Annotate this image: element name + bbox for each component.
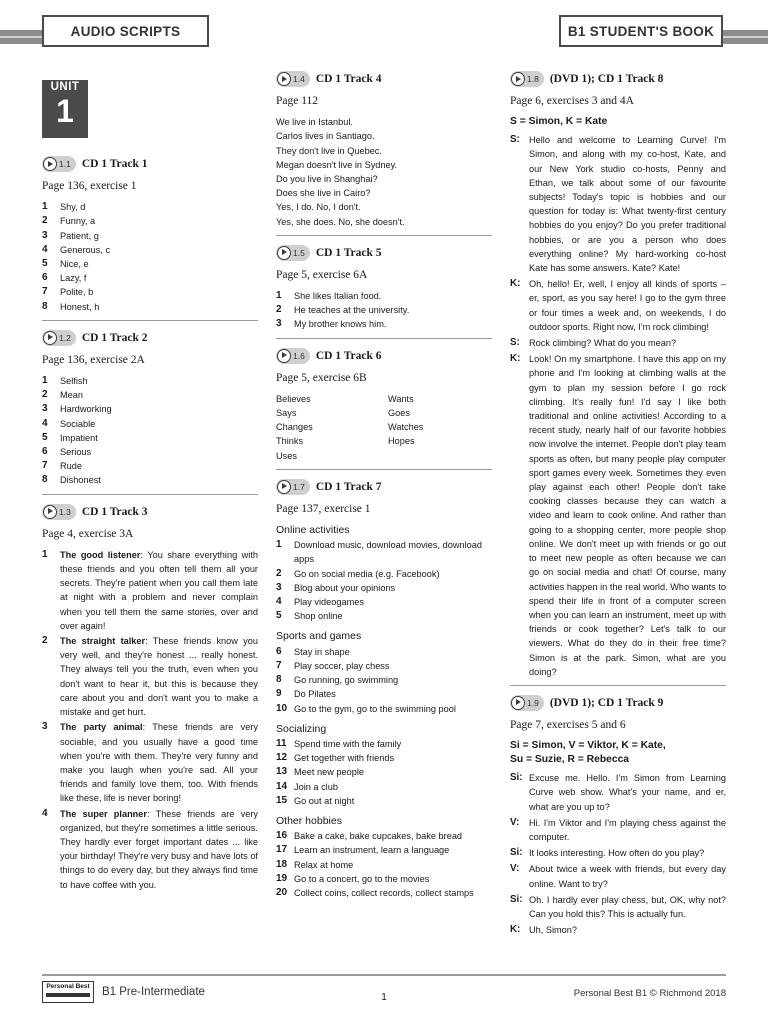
word: Goes [388,408,410,419]
list-item [276,645,492,659]
list-item [276,567,492,581]
item-text: Polite, b [60,287,94,298]
item-number: 6 [276,645,282,657]
item-number: 2 [276,567,282,579]
list-item [42,445,258,459]
item-number: 5 [42,431,48,443]
logo-text: Personal Best [46,983,90,990]
item-text: Rude [60,461,82,472]
play-icon[interactable] [511,72,525,86]
list-item [42,243,258,257]
item-number: 6 [42,446,48,458]
item-text: Go out at night [294,795,355,806]
word: Hopes [388,436,415,447]
item-text: Blog about your opinions [294,582,396,593]
unit-tile [42,80,88,138]
item-lead: The straight talker [60,636,146,647]
item-number: 2 [276,304,282,316]
list-item [42,214,258,228]
item-number: 10 [276,702,288,714]
item-number: 6 [42,272,48,284]
item-number: 3 [276,318,282,330]
item-text: Spend time with the family [294,738,402,749]
item-lead: The party animal [60,722,143,733]
page-reference: Page 112 [276,95,319,107]
track-1-3 [42,503,258,892]
item-text: Impatient [60,432,98,443]
dialogue-line [510,816,726,844]
item-text: Learn an instrument, learn a language [294,845,450,856]
track-number: 1.6 [293,350,305,361]
item-number: 4 [42,243,48,255]
speech: Look! On my smartphone. I have this app on my phone and I'm looking at climbing walls at the gym to plan my session before I go rock climbing. It's really fun! I'd say I like both traditional and online activities! According to a recent study, nearly half of our favorite hobbies now involve the internet. People don't play team sports as often, but many people play computer sport games every week. Sometimes they even play against each other! People don't take cooking classes because they can watch a video and learn to cook online. And rather than going to a shopping center, more people shop online. We don't meet up with friends or go out to meet new people as often because we can go on social media and chat! Of course, many activities happen in the real world. Who wants to spend their life in front of a computer screen when you can learn an instrument, meet up with friends or cook together? Let's talk to our viewers. What do they do in their free time? Simon is at the park. Simon, what are you doing? [529,354,726,677]
track-1-7 [276,478,492,900]
sentence: Do you live in Shanghai? [276,174,378,185]
dialogue-line [510,336,726,350]
list-item [42,402,258,416]
item-lead: The good listener [60,549,141,560]
item-text: Collect coins, collect records, collect stamps [294,887,474,898]
list-item [276,289,492,303]
speaker: S: [510,337,520,349]
list-item [42,459,258,473]
item-text: Honest, h [60,301,100,312]
numbered-list [42,200,258,314]
list-item [276,858,492,872]
item-text: Play videogames [294,597,364,608]
item-text: Hardworking [60,404,112,415]
item-text: Patient, g [60,230,99,241]
group-heading: Sports and games [276,630,362,643]
item-number: 3 [42,721,48,733]
play-icon[interactable] [277,72,291,86]
list-item [276,609,492,623]
audio-track-badge[interactable] [510,695,544,711]
item-number: 4 [42,807,48,819]
speaker: K: [510,353,521,365]
item-text: Meet new people [294,767,364,778]
list-item [42,271,258,285]
track-number: 1.8 [527,73,539,84]
dialogue-line [510,923,726,937]
dialogue-line [510,277,726,334]
divider [510,685,726,686]
divider [276,469,492,470]
track-number: 1.9 [527,697,539,708]
list-item [276,702,492,716]
item-text: Funny, a [60,216,96,227]
item-text: Selfish [60,376,88,387]
speaker: K: [510,924,521,936]
list-item [42,473,258,487]
list-item [276,538,492,566]
item-text: Go to the gym, go to the swimming pool [294,703,456,714]
speaker: Si: [510,772,523,784]
group-heading: Other hobbies [276,814,342,827]
track-number: 1.7 [293,481,305,492]
track-number: 1.2 [59,332,71,343]
sentence: They don't live in Quebec. [276,145,382,156]
item-number: 1 [276,290,282,302]
track-1-6 [276,347,492,463]
track-1-2 [42,329,258,488]
track-title: CD 1 Track 4 [315,72,382,85]
list-item [42,300,258,314]
list-item [276,317,492,331]
item-number: 3 [42,229,48,241]
item-text: Stay in shape [294,646,350,657]
track-1-8 [510,70,726,679]
item-number: 3 [42,403,48,415]
speech: Oh, hello! Er, well, I enjoy all kinds of sports – er, sport, as you say here! I go to the gym three or four times a week and, on weekends, I do outdoor sports. Right now, I'm rock climbing! [529,279,726,332]
list-item [42,285,258,299]
item-number: 9 [276,688,282,700]
dialogue-line [510,133,726,275]
page-reference: Page 5, exercise 6A [276,268,368,281]
item-number: 14 [276,780,288,792]
item-lead: The super planner [60,808,147,819]
item-number: 1 [42,548,48,560]
item-text: Generous, c [60,244,111,255]
column-2 [276,70,492,900]
list-item [276,843,492,857]
item-text: The super planner: These friends are very organized, but they're sometimes a little serious. They hardly ever forget important dates ... like your birthday! They're very busy and have lots of things to do every day, but they always find time to have coffee with you. [60,808,258,890]
item-number: 19 [276,872,288,884]
speaker-key [510,739,726,767]
divider [276,235,492,236]
item-text: Play soccer, play chess [294,660,390,671]
speech: Hello and welcome to Learning Curve! I'm Simon, and along with my co-host, Kate, and our New York studio co-hosts, Penny and Ethan, we talk about some of our favourite subjects! Today's topic is hobbies and our question for today is: What twenty-first century hobbies do you enjoy? Do you prefer traditional hobbies, or are you a person who does everything online? My hard-working co-host Kate has some answers. Kate? Kate! [529,135,726,274]
item-number: 13 [276,766,288,778]
page-reference: Page 136, exercise 2A [42,353,145,366]
sentence: Does she live in Cairo? [276,188,371,199]
track-number: 1.1 [59,158,71,169]
speech: Hi. I'm Viktor and I'm playing chess against the computer. [529,817,726,842]
item-number: 3 [276,581,282,593]
item-text: Mean [60,390,83,401]
speech: About twice a week with friends, but every day online. Want to try? [529,864,726,889]
speech: Uh, Simon? [529,925,578,936]
item-number: 8 [276,674,282,686]
item-text: Join a club [294,781,338,792]
sentence: Carlos lives in Santiago. [276,131,375,142]
item-number: 2 [42,635,48,647]
track-title: CD 1 Track 2 [81,331,148,344]
item-number: 7 [42,286,48,298]
item-text: My brother knows him. [294,319,387,330]
item-number: 20 [276,886,288,898]
list-item [42,388,258,402]
audio-track-badge[interactable] [42,504,76,520]
track-1-4 [276,70,492,229]
track-title: (DVD 1); CD 1 Track 8 [549,72,664,85]
play-icon[interactable] [277,349,291,363]
unit-label: UNIT [50,81,80,93]
list-item [276,794,492,808]
item-number: 4 [42,417,48,429]
play-icon[interactable] [43,331,57,345]
track-title: CD 1 Track 3 [81,505,148,518]
list-item [276,872,492,886]
play-icon[interactable] [43,157,57,171]
dialogue-line [510,771,726,814]
header-left-title: AUDIO SCRIPTS [42,15,209,47]
numbered-list [276,829,492,900]
list-item [276,737,492,751]
numbered-list [276,289,492,332]
item-text: Bake a cake, bake cupcakes, bake bread [294,831,463,842]
item-number: 4 [276,596,282,608]
list-item [42,720,258,805]
word: Wants [388,393,414,404]
list-item [42,374,258,388]
word: Uses [276,450,297,461]
list-item [42,229,258,243]
dialogue-line [510,862,726,890]
list-item [42,548,258,633]
list-item [276,687,492,701]
item-text: He teaches at the university. [294,305,410,316]
dialogue-line [510,352,726,679]
item-text: Shy, d [60,202,86,213]
item-number: 1 [42,201,48,213]
audio-track-badge[interactable] [276,479,310,495]
item-number: 12 [276,752,288,764]
dialogue [510,771,726,937]
list-item [276,886,492,900]
item-number: 2 [42,389,48,401]
item-text: Go on social media (e.g. Facebook) [294,568,440,579]
speaker-key: S = Simon, K = Kate [510,116,608,128]
speaker: Si: [510,847,523,859]
column-1 [42,70,258,893]
word: Changes [276,422,313,433]
numbered-list [276,737,492,808]
group-heading: Socializing [276,722,327,735]
list-item [276,581,492,595]
speaker: S: [510,134,520,146]
list-item [42,807,258,892]
divider [276,338,492,339]
numbered-list [276,645,492,716]
footer-rule [42,974,726,976]
sentence: Yes, I do. No, I don't. [276,202,361,213]
item-number: 5 [276,610,282,622]
play-icon[interactable] [277,480,291,494]
list-item [276,829,492,843]
track-title: CD 1 Track 7 [315,480,382,493]
item-text: Dishonest [60,475,101,486]
speech: Oh. I hardly ever play chess, but, OK, why not? Can you hold this? This is actually fun. [529,894,726,919]
item-number: 11 [276,737,287,749]
activity-groups [276,523,492,900]
item-number: 7 [42,460,48,472]
speaker: V: [510,863,520,875]
list-item [276,751,492,765]
track-number: 1.3 [59,506,71,517]
speaker: K: [510,278,521,290]
speech: Rock climbing? What do you mean? [529,338,677,349]
track-number: 1.4 [293,73,305,84]
audio-track-badge[interactable] [42,330,76,346]
list-item [42,200,258,214]
list-item [276,595,492,609]
item-text: The party animal: These friends are very sociable, and you usually have a good time when you're with them. They're very funny and make you laugh when you're sad. All your friends and family love them, too. With friends like these, life is never boring! [60,722,258,804]
page-reference: Page 6, exercises 3 and 4A [510,95,634,107]
page-reference: Page 7, exercises 5 and 6 [510,718,626,731]
unit-number: 1 [56,93,74,130]
speaker: V: [510,816,520,828]
item-text: The good listener: You share everything with these friends and you often tell them all your secrets. They're patient when you call them late at night with a problem and never complain when you tell them the same stories, over and over again! [60,549,259,631]
header-band-left [0,30,45,44]
publisher-logo [42,981,94,1003]
numbered-list [42,374,258,488]
item-number: 5 [42,258,48,270]
page-reference: Page 5, exercise 6B [276,371,367,384]
footer-level: B1 Pre-Intermediate [102,986,205,998]
word [388,449,488,463]
play-icon[interactable] [43,505,57,519]
item-number: 16 [276,830,288,842]
audio-track-badge[interactable] [276,348,310,364]
list-item [276,780,492,794]
item-text: Nice, e [60,259,89,270]
item-number: 8 [42,300,48,312]
item-number: 7 [276,659,282,671]
numbered-list [276,538,492,623]
list-item [42,417,258,431]
page-reference: Page 4, exercise 3A [42,527,134,540]
item-number: 8 [42,474,48,486]
item-number: 18 [276,858,288,870]
speech: Excuse me. Hello. I'm Simon from Learning Curve web show. What's your name, and er, what are you up to? [529,773,726,812]
sentence: We live in Istanbul. [276,117,353,128]
column-3 [510,70,726,939]
item-text: Go to a concert, go to the movies [294,873,430,884]
list-item [42,257,258,271]
track-1-9 [510,694,726,937]
word: Says [276,408,297,419]
list-item [276,765,492,779]
paragraph-list [42,548,258,892]
item-text: Sociable [60,418,96,429]
header-right-title: B1 STUDENT'S BOOK [559,15,723,47]
item-number: 1 [42,375,48,387]
item-number: 1 [276,539,282,551]
item-text: Shop online [294,611,343,622]
speaker-key-line: Si = Simon, V = Viktor, K = Kate, [510,740,666,752]
page-reference: Page 137, exercise 1 [276,502,371,515]
item-text: Serious [60,447,92,458]
audio-track-badge[interactable] [510,71,544,87]
item-text: Do Pilates [294,689,336,700]
item-text: Lazy, f [60,273,87,284]
list-item [42,634,258,719]
dialogue [510,133,726,679]
page-reference: Page 136, exercise 1 [42,180,137,192]
audio-track-badge[interactable] [276,245,310,261]
dialogue-line [510,893,726,921]
track-title: CD 1 Track 6 [315,349,382,362]
divider [42,494,258,495]
group-heading: Online activities [276,524,350,537]
list-item [276,659,492,673]
word: Watches [388,422,424,433]
list-item [42,431,258,445]
item-text: Get together with friends [294,753,395,764]
divider [42,320,258,321]
item-text: Go running, go swimming [294,675,399,686]
list-item [276,673,492,687]
list-item [276,303,492,317]
page-number: 1 [381,992,387,1003]
speaker: Si: [510,893,523,905]
dialogue-line [510,846,726,860]
track-number: 1.5 [293,247,305,258]
audio-track-badge[interactable] [42,156,76,172]
track-1-5 [276,244,492,332]
play-icon[interactable] [511,696,525,710]
audio-track-badge[interactable] [276,71,310,87]
item-text: Relax at home [294,859,354,870]
item-text: Download music, download movies, download apps [294,540,482,565]
sentence: Megan doesn't live in Sydney. [276,159,398,170]
speech: It looks interesting. How often do you play? [529,848,705,859]
item-text: The straight talker: These friends know you very well, and they're honest ... really honest. They always tell you the truth, even when you don't want to hear it, but this is because they care about you and don't want you to make a mistake and get hurt. [60,636,258,718]
track-1-1 [42,155,258,314]
track-title: CD 1 Track 5 [315,246,382,259]
play-icon[interactable] [277,246,291,260]
item-number: 17 [276,844,288,856]
track-title: (DVD 1); CD 1 Track 9 [549,696,664,709]
word-grid [276,392,492,463]
track-title: CD 1 Track 1 [81,157,148,170]
item-text: She likes Italian food. [294,291,382,302]
speaker-key-line: Su = Suzie, R = Rebecca [510,754,630,766]
word: Thinks [276,436,304,447]
item-number: 2 [42,215,48,227]
sentence-list [276,115,492,229]
footer-copyright: Personal Best B1 © Richmond 2018 [573,988,726,999]
item-number: 15 [276,794,288,806]
word: Believes [276,393,311,404]
sentence: Yes, she does. No, she doesn't. [276,216,405,227]
